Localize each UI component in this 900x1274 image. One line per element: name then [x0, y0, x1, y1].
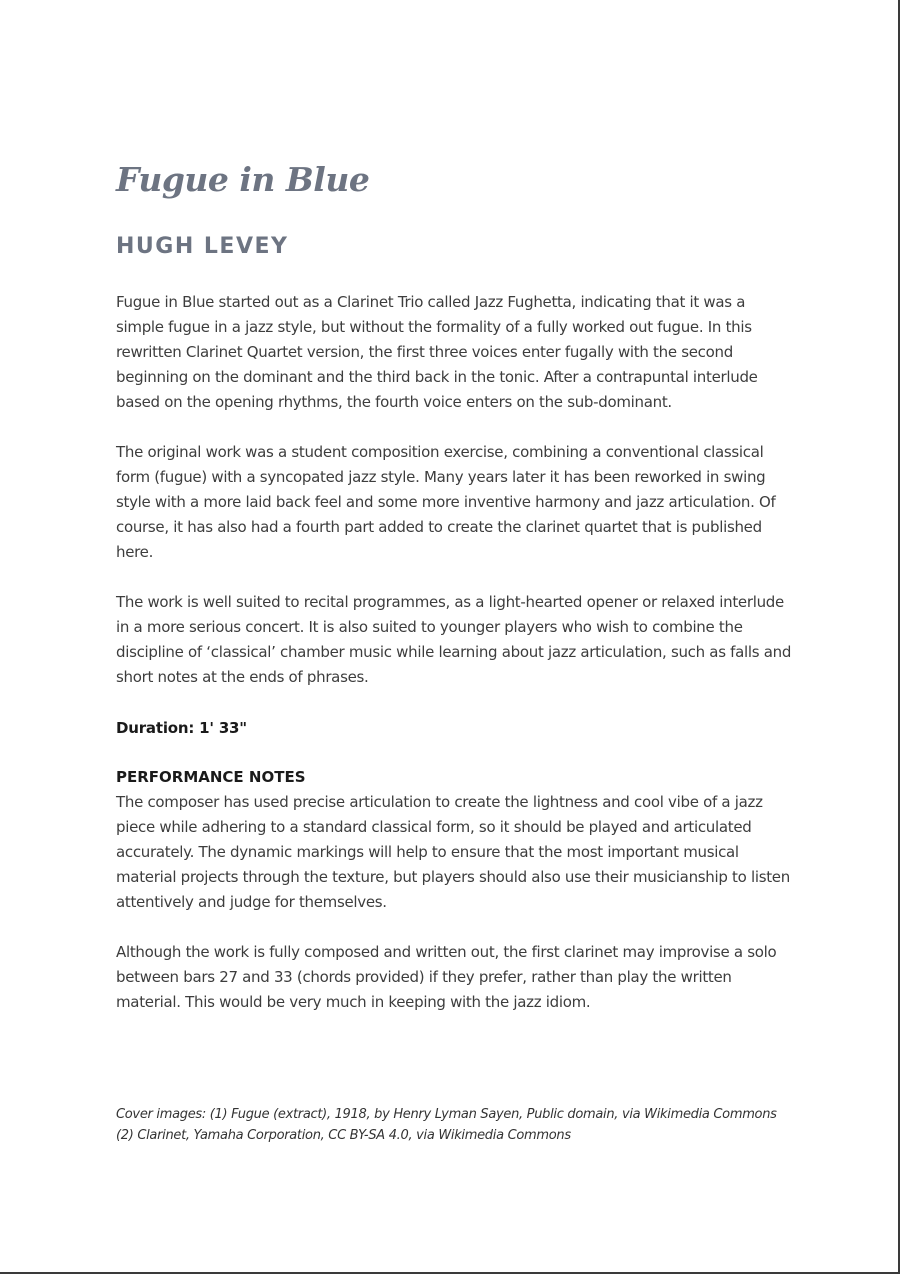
performance-notes-paragraph-1: The composer has used precise articulation to create the lightness and cool vibe of a jazz piece while adhering to a standard classical form, so it should be played and articulated accurately. The dynamic markings will help to ensure that the most important musical material projects through the texture, but players should also use their musicianship to listen attentively and judge for themselves. [116, 793, 790, 911]
intro-paragraph-3: The work is well suited to recital programmes, as a light-hearted opener or relaxed interlude in a more serious concert. It is also suited to younger players who wish to combine the discipline of ‘classical’ chamber music while learning about jazz articulation, such as falls and short notes at the ends of phrases. [116, 593, 792, 686]
performance-notes-heading: PERFORMANCE NOTES [116, 768, 306, 786]
intro-paragraph-1: Fugue in Blue started out as a Clarinet Trio called Jazz Fughetta, indicating that it was a simple fugue in a jazz style, but without the formality of a fully worked out fugue. In this rewritten Clarinet Quartet version, the first three voices enter fugally with the second beginning on the dominant and the third back in the tonic. After a contrapuntal interlude based on the opening rhythms, the fourth voice enters on the sub-dominant. [116, 293, 758, 411]
performance-notes-paragraph-2: Although the work is fully composed and written out, the first clarinet may improvise a solo between bars 27 and 33 (chords provided) if they prefer, rather than play the written material. This would be very much in keeping with the jazz idiom. [116, 943, 777, 1011]
page-title: Fugue in Blue [116, 160, 370, 199]
page-content [116, 150, 796, 1015]
cover-image-credits: Cover images: (1) Fugue (extract), 1918, by Henry Lyman Sayen, Public domain, via Wikimedia Commons (2) Clarinet, Yamaha Corporation, CC BY-SA 4.0, via Wikimedia Commons [116, 1107, 777, 1143]
intro-paragraph-2: The original work was a student composition exercise, combining a conventional classical form (fugue) with a syncopated jazz style. Many years later it has been reworked in swing style with a more laid back feel and some more inventive harmony and jazz articulation. Of course, it has also had a fourth part added to create the clarinet quartet that is published here. [116, 443, 776, 561]
composer-name: HUGH LEVEY [116, 234, 289, 259]
duration-label: Duration: 1' 33" [116, 719, 247, 737]
